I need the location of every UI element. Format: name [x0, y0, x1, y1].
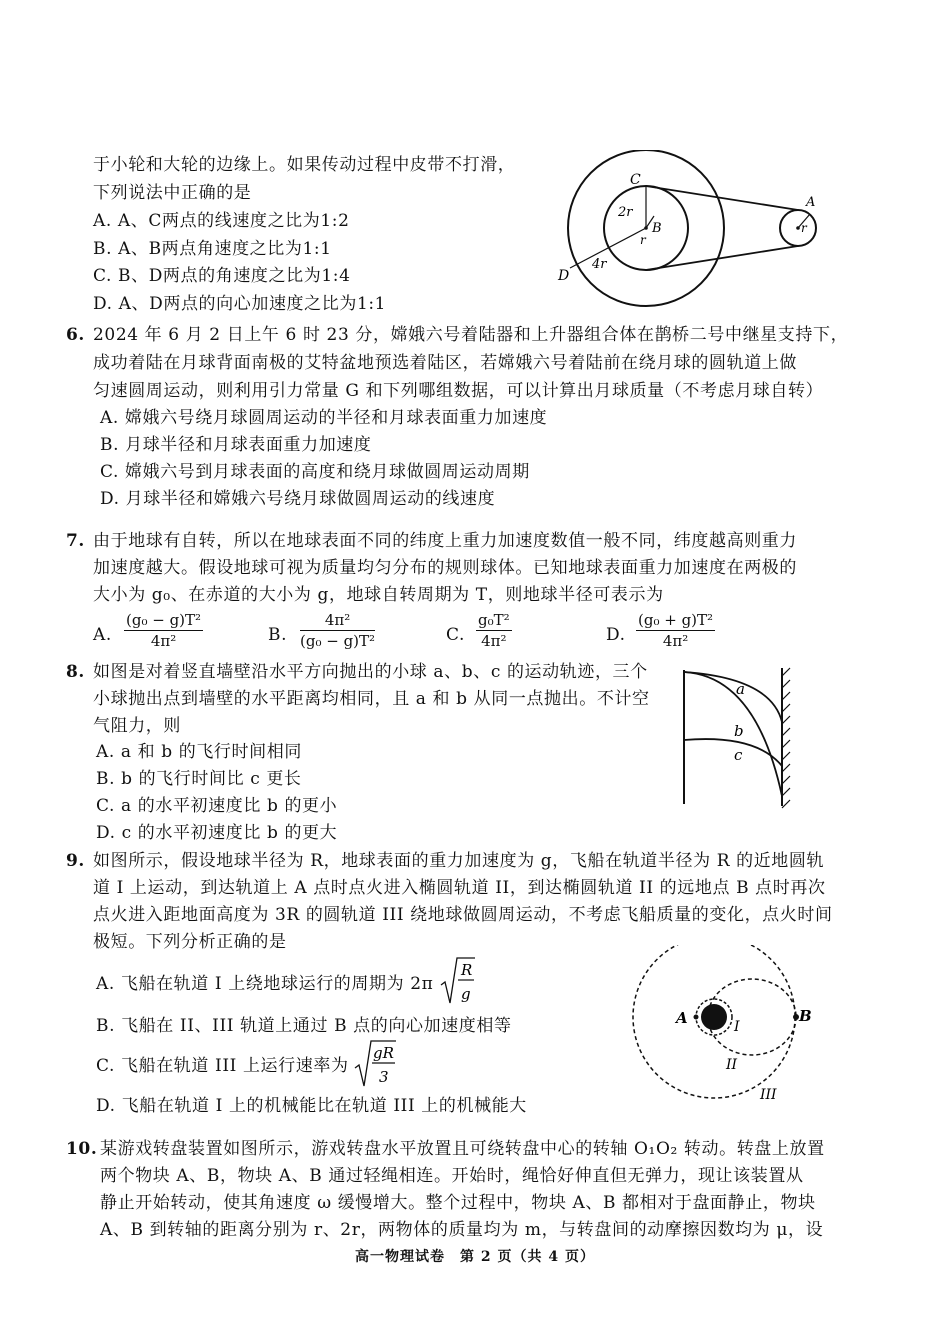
q7-option-c-fraction: [476, 610, 512, 651]
q7-b-num: 4π²: [300, 610, 375, 631]
q9-option-c-text: C. 飞船在轨道 III 上运行速率为: [96, 1056, 349, 1076]
q9-a-num: R: [461, 961, 473, 979]
q7-option-b-label: B.: [268, 625, 288, 645]
label-r-inner: r: [640, 233, 646, 247]
q7-option-b-fraction: [300, 610, 375, 651]
earth: [701, 1004, 727, 1030]
q6-number: 6.: [66, 325, 85, 345]
label-III: III: [760, 1087, 777, 1100]
trajectory-a: [684, 672, 782, 796]
q7-option-a-label: A.: [93, 625, 112, 645]
q7-option-d-fraction: [636, 610, 715, 651]
q5-option-c: C. B、D两点的角速度之比为1:4: [93, 266, 351, 286]
q5-stem-line2: 下列说法中正确的是: [93, 183, 252, 203]
label-B: B: [799, 1007, 812, 1025]
q6-option-d: D. 月球半径和嫦娥六号绕月球做圆周运动的线速度: [100, 489, 496, 509]
q7-d-den: 4π²: [662, 632, 689, 650]
q8-option-a: A. a 和 b 的飞行时间相同: [96, 742, 302, 762]
label-D: D: [558, 268, 570, 284]
label-4r: 4r: [592, 257, 607, 272]
q6-line1: 2024 年 6 月 2 日上午 6 时 23 分，嫦娥六号着陆器和上升器组合体在鹊桥二号中继星支持下，: [93, 325, 849, 345]
q9-orbit-figure: [620, 945, 820, 1100]
label-b: b: [734, 722, 744, 740]
q7-a-num: (g₀ − g)T²: [126, 611, 202, 629]
q6-line3: 匀速圆周运动，则利用引力常量 G 和下列哪组数据，可以计算出月球质量（不考虑月球自转）: [93, 381, 824, 401]
q9-line4: 极短。下列分析正确的是: [93, 932, 287, 952]
q6-option-c: C. 嫦娥六号到月球表面的高度和绕月球做圆周运动周期: [100, 462, 530, 482]
q9-option-a-text: A. 飞船在轨道 I 上绕地球运行的周期为 2π: [96, 974, 434, 994]
q6-option-a: A. 嫦娥六号绕月球圆周运动的半径和月球表面重力加速度: [100, 408, 548, 428]
q9-a-den: g: [461, 985, 471, 1003]
q8-line3: 气阻力，则: [93, 716, 181, 736]
q5-option-a: A. A、C两点的线速度之比为1:2: [93, 211, 350, 231]
label-2r: 2r: [618, 205, 633, 220]
q5-belt-pulley-figure: [548, 150, 838, 310]
belt-top: [646, 186, 798, 210]
label-A: A: [676, 1009, 688, 1027]
q9-option-b: B. 飞船在 II、III 轨道上通过 B 点的向心加速度相等: [96, 1016, 512, 1036]
q10-line4: A、B 到转轴的距离分别为 r、2r，两物体的质量均为 m，与转盘间的动摩擦因数均为 μ，设: [100, 1220, 824, 1240]
q5-option-b: B. A、B两点角速度之比为1:1: [93, 239, 332, 259]
label-a: a: [736, 680, 745, 698]
q7-a-den: 4π²: [150, 632, 177, 650]
q9-number: 9.: [66, 851, 85, 871]
q6-line2: 成功着陆在月球背面南极的艾特盆地预选着陆区，若嫦娥六号着陆前在绕月球的圆轨道上做: [93, 353, 797, 373]
q10-line3: 静止开始转动，使其角速度 ω 缓慢增大。整个过程中，物块 A、B 都相对于盘面静止，物块: [100, 1193, 816, 1213]
q7-line2: 加速度越大。假设地球可视为质量均匀分布的规则球体。已知地球表面重力加速度在两极的: [93, 558, 797, 578]
q7-option-c-label: C.: [446, 625, 466, 645]
trajectory-c: [684, 739, 782, 766]
q9-line2: 道 I 上运动，到达轨道上 A 点时点火进入椭圆轨道 II，到达椭圆轨道 II 的远地点 B 点时再次: [93, 878, 826, 898]
q9-option-c-sqrt: [354, 1038, 398, 1090]
label-c: c: [734, 746, 743, 764]
q9-line1: 如图所示，假设地球半径为 R，地球表面的重力加速度为 g，飞船在轨道半径为 R 的近地圆轨: [93, 851, 825, 871]
q7-line1: 由于地球有自转，所以在地球表面不同的纬度上重力加速度数值一般不同，纬度越高则重力: [93, 531, 797, 551]
label-I: I: [734, 1019, 740, 1035]
q7-option-d-label: D.: [606, 625, 626, 645]
q7-c-num: g₀T²: [478, 611, 510, 629]
label-II: II: [726, 1057, 738, 1073]
q7-d-num: (g₀ + g)T²: [638, 611, 714, 629]
q9-line3: 点火进入距地面高度为 3R 的圆轨道 III 绕地球做圆周运动，不考虑飞船质量的变化，点火时间: [93, 905, 833, 925]
q8-option-c: C. a 的水平初速度比 b 的更小: [96, 796, 338, 816]
q7-number: 7.: [66, 531, 85, 551]
q9-c-den: 3: [379, 1068, 389, 1086]
q9-c-num: gR: [373, 1044, 394, 1062]
q10-line1: 某游戏转盘装置如图所示，游戏转盘水平放置且可绕转盘中心的转轴 O₁O₂ 转动。转盘上放置: [100, 1139, 825, 1159]
q10-number: 10.: [66, 1139, 98, 1159]
q5-stem-line1: 于小轮和大轮的边缘上。如果传动过程中皮带不打滑，: [93, 155, 516, 175]
label-B: B: [652, 221, 662, 236]
belt-bottom: [646, 246, 798, 270]
q7-option-a-fraction: [124, 610, 203, 651]
q5-option-d: D. A、D两点的向心加速度之比为1:1: [93, 294, 387, 314]
q8-line1: 如图是对着竖直墙壁沿水平方向抛出的小球 a、b、c 的运动轨迹，三个: [93, 662, 648, 682]
trajectory-b: [684, 672, 782, 722]
q8-line2: 小球抛出点到墙壁的水平距离均相同，且 a 和 b 从同一点抛出。不计空: [93, 689, 650, 709]
q7-c-den: 4π²: [481, 632, 507, 650]
q8-option-b: B. b 的飞行时间比 c 更长: [96, 769, 302, 789]
label-A: A: [806, 195, 816, 210]
q10-line2: 两个物块 A、B，物块 A、B 通过轻绳相连。开始时，绳恰好伸直但无弹力，现让该装置从: [100, 1166, 804, 1186]
q8-number: 8.: [66, 662, 85, 682]
q9-option-a-sqrt: [440, 955, 476, 1007]
q8-wall-trajectory-figure: [676, 664, 800, 812]
q7-line3: 大小为 g₀、在赤道的大小为 g，地球自转周期为 T，则地球半径可表示为: [93, 585, 664, 605]
page-footer: 高一物理试卷 第 2 页（共 4 页）: [355, 1249, 595, 1265]
q7-b-den: (g₀ − g)T²: [300, 632, 376, 650]
q8-option-d: D. c 的水平初速度比 b 的更大: [96, 823, 338, 843]
label-C: C: [630, 172, 641, 188]
label-r-wheel: r: [801, 221, 807, 235]
q6-option-b: B. 月球半径和月球表面重力加速度: [100, 435, 372, 455]
q9-option-d: D. 飞船在轨道 I 上的机械能比在轨道 III 上的机械能大: [96, 1096, 527, 1116]
